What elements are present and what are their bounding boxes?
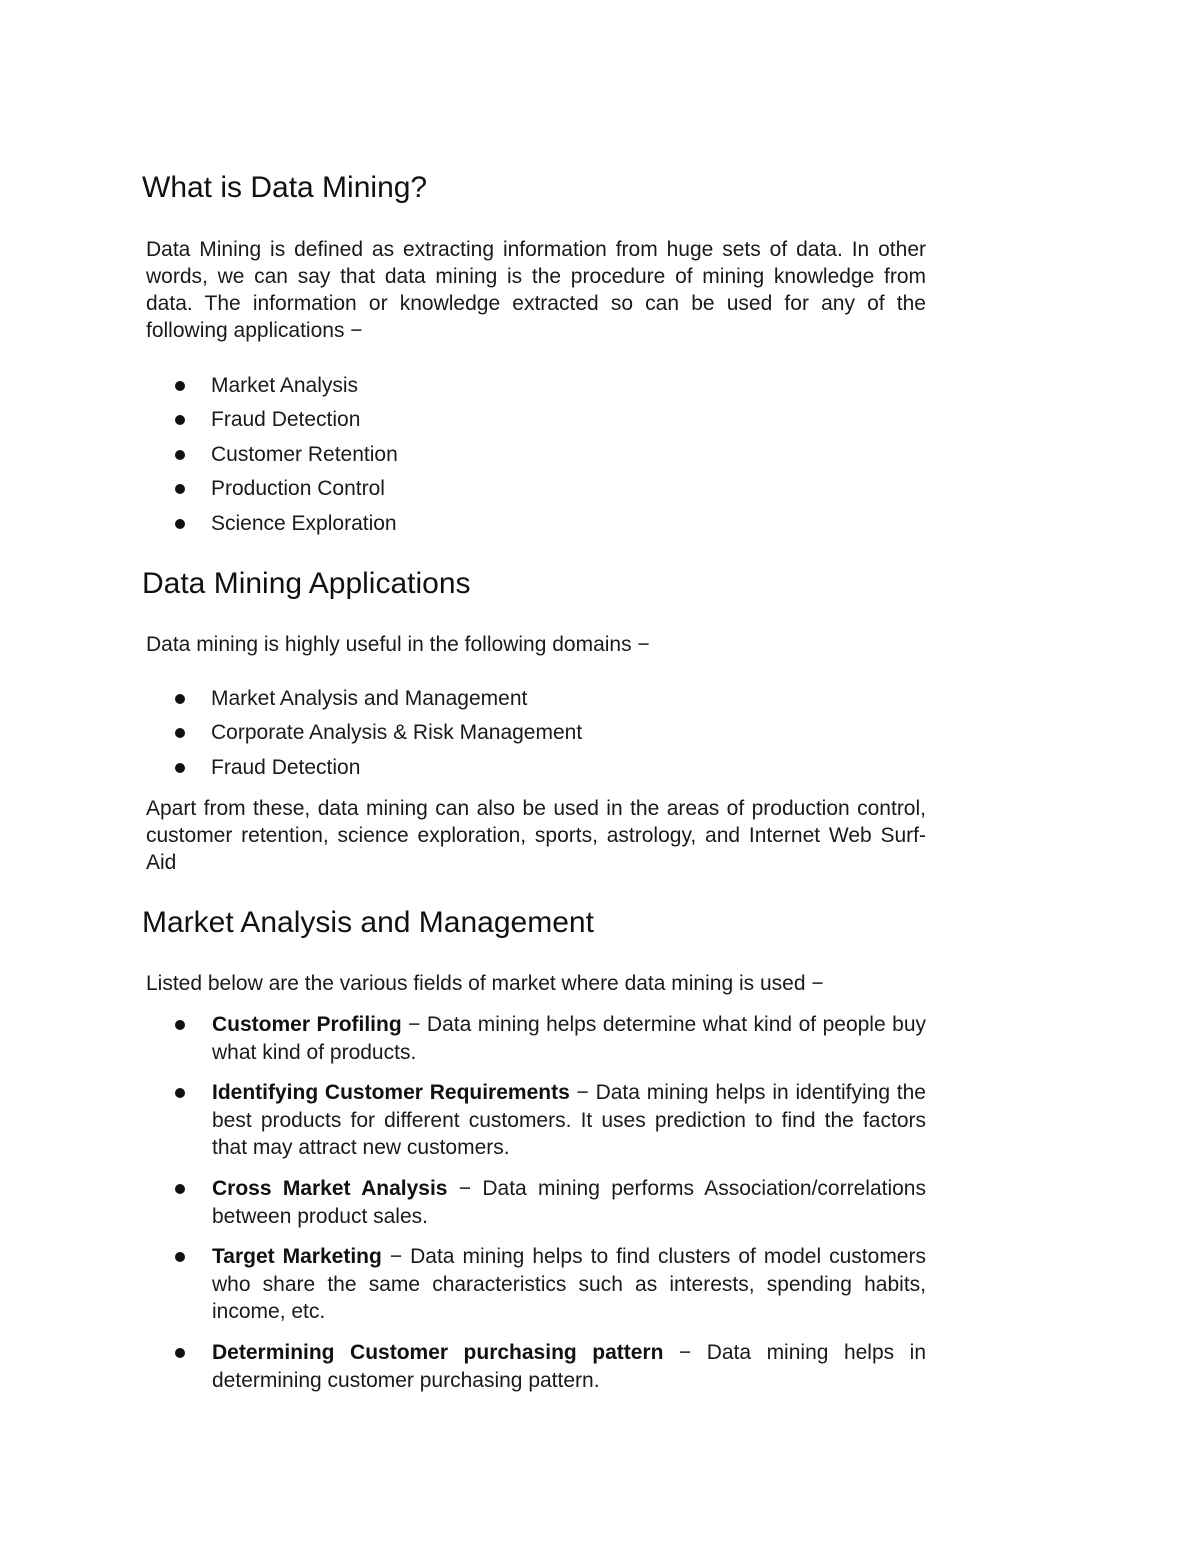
term-label: Identifying Customer Requirements: [212, 1081, 570, 1104]
term-label: Customer Profiling: [212, 1013, 402, 1036]
bullet-icon: [175, 1184, 185, 1194]
bullet-icon: [175, 1088, 185, 1098]
bullet-icon: [175, 1020, 185, 1030]
term-description: − Data mining helps in determining customer purchasing pattern.: [212, 1341, 926, 1392]
term-description: − Data mining helps to find clusters of model customers who share the same characteristics such as interests, spending habits, income, etc.: [212, 1245, 926, 1323]
bullet-icon: [175, 728, 185, 738]
term-label: Determining Customer purchasing pattern: [212, 1341, 664, 1364]
list-item: Market Analysis: [0, 369, 1200, 403]
list-item: Production Control: [0, 472, 1200, 506]
term-description: − Data mining helps determine what kind of people buy what kind of products.: [212, 1013, 926, 1064]
list-item: Fraud Detection: [0, 751, 1200, 785]
term-label: Target Marketing: [212, 1245, 382, 1268]
section-heading-what-is-data-mining: What is Data Mining?: [142, 171, 428, 204]
section-intro-paragraph: Listed below are the various fields of market where data mining is used −: [146, 972, 824, 995]
list-item: Market Analysis and Management: [0, 682, 1200, 716]
bullet-icon: [175, 484, 185, 494]
list-item: Corporate Analysis & Risk Management: [0, 716, 1200, 750]
term-description: − Data mining performs Association/correlations between product sales.: [212, 1177, 926, 1228]
section-heading-market-analysis: Market Analysis and Management: [142, 906, 594, 939]
section-heading-data-mining-applications: Data Mining Applications: [142, 567, 471, 600]
list-item: Science Exploration: [0, 507, 1200, 541]
term-description: − Data mining helps in identifying the best products for different customers. It uses prediction to find the factors that may attract new customers.: [212, 1081, 926, 1159]
section-intro-paragraph: Data Mining is defined as extracting information from huge sets of data. In other words, we can say that data mining is the procedure of mining knowledge from data. The information or knowledge extracted so can be used for any of the following applications −: [146, 238, 926, 342]
domains-list: [0, 682, 1200, 785]
section-outro-paragraph: Apart from these, data mining can also be used in the areas of production control, customer retention, science exploration, sports, astrology, and Internet Web Surf-Aid: [146, 797, 926, 874]
applications-list: [0, 369, 1200, 541]
bullet-icon: [175, 694, 185, 704]
bullet-icon: [175, 381, 185, 391]
list-item: Customer Retention: [0, 438, 1200, 472]
term-label: Cross Market Analysis: [212, 1177, 448, 1200]
bullet-icon: [175, 1252, 185, 1262]
section-intro-paragraph: Data mining is highly useful in the following domains −: [146, 633, 650, 656]
bullet-icon: [175, 415, 185, 425]
bullet-icon: [175, 519, 185, 529]
bullet-icon: [175, 763, 185, 773]
list-item: Fraud Detection: [0, 403, 1200, 437]
bullet-icon: [175, 450, 185, 460]
bullet-icon: [175, 1348, 185, 1358]
